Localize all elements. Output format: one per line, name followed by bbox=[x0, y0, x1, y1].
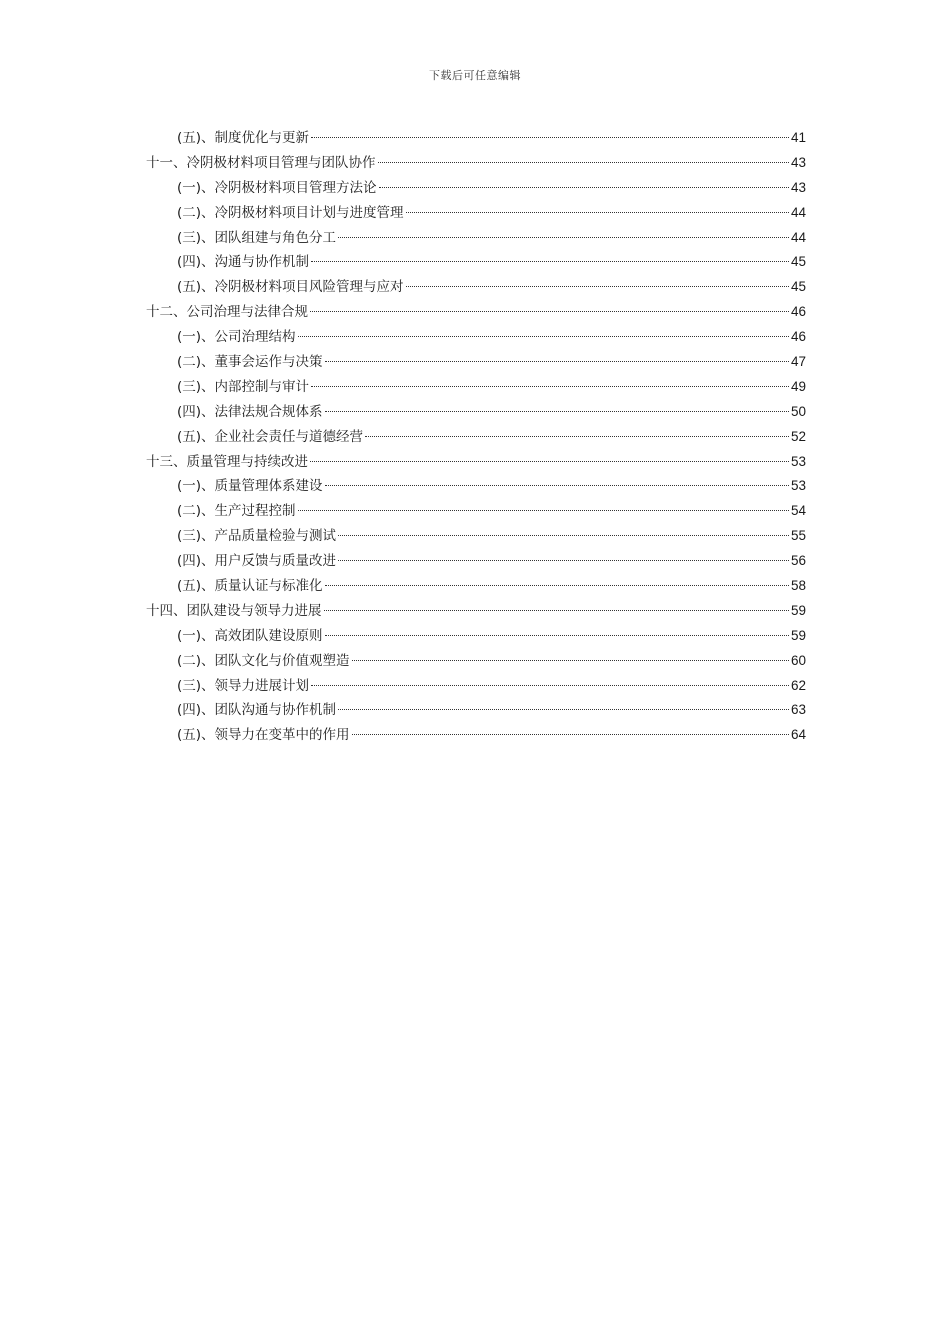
toc-section-entry[interactable] bbox=[146, 350, 806, 375]
toc-chapter-entry[interactable] bbox=[146, 450, 806, 475]
toc-section-entry[interactable] bbox=[146, 201, 806, 226]
toc-dot-leader bbox=[310, 311, 789, 312]
toc-dot-leader bbox=[324, 610, 789, 611]
toc-section-entry[interactable] bbox=[146, 250, 806, 275]
toc-dot-leader bbox=[311, 137, 789, 138]
toc-section-entry[interactable] bbox=[146, 325, 806, 350]
toc-section-entry[interactable] bbox=[146, 275, 806, 300]
toc-section-entry[interactable] bbox=[146, 425, 806, 450]
toc-entry-label: (三)、团队组建与角色分工 bbox=[177, 229, 337, 246]
toc-dot-leader bbox=[406, 286, 789, 287]
toc-chapter-entry[interactable] bbox=[146, 151, 806, 176]
toc-dot-leader bbox=[311, 386, 789, 387]
toc-dot-leader bbox=[338, 709, 789, 710]
toc-dot-leader bbox=[325, 361, 789, 362]
toc-entry-label: 十二、公司治理与法律合规 bbox=[146, 304, 308, 321]
toc-section-entry[interactable] bbox=[146, 698, 806, 723]
toc-entry-page-number: 53 bbox=[790, 478, 806, 494]
toc-entry-label: (二)、生产过程控制 bbox=[177, 503, 296, 520]
toc-entry-label: (五)、领导力在变革中的作用 bbox=[177, 727, 350, 744]
toc-entry-label: (四)、法律法规合规体系 bbox=[177, 403, 323, 420]
toc-entry-label: (五)、冷阴极材料项目风险管理与应对 bbox=[177, 279, 404, 296]
toc-section-entry[interactable] bbox=[146, 674, 806, 699]
toc-section-entry[interactable] bbox=[146, 524, 806, 549]
toc-entry-page-number: 47 bbox=[790, 354, 806, 370]
toc-entry-page-number: 44 bbox=[790, 229, 806, 245]
toc-section-entry[interactable] bbox=[146, 624, 806, 649]
toc-entry-page-number: 45 bbox=[790, 254, 806, 270]
toc-entry-label: (二)、董事会运作与决策 bbox=[177, 354, 323, 371]
toc-entry-label: (五)、企业社会责任与道德经营 bbox=[177, 428, 364, 445]
toc-entry-page-number: 45 bbox=[790, 279, 806, 295]
toc-entry-label: (四)、用户反馈与质量改进 bbox=[177, 553, 337, 570]
toc-section-entry[interactable] bbox=[146, 649, 806, 674]
toc-entry-label: 十四、团队建设与领导力进展 bbox=[146, 602, 322, 619]
toc-entry-label: 十三、质量管理与持续改进 bbox=[146, 453, 308, 470]
toc-entry-page-number: 49 bbox=[790, 378, 806, 394]
toc-dot-leader bbox=[325, 585, 789, 586]
toc-chapter-entry[interactable] bbox=[146, 599, 806, 624]
toc-entry-page-number: 41 bbox=[790, 130, 806, 145]
toc-entry-page-number: 43 bbox=[790, 179, 806, 195]
toc-section-entry[interactable] bbox=[146, 126, 806, 151]
toc-entry-page-number: 64 bbox=[790, 727, 806, 743]
toc-dot-leader bbox=[310, 461, 789, 462]
toc-entry-label: (四)、团队沟通与协作机制 bbox=[177, 702, 337, 719]
toc-entry-page-number: 59 bbox=[790, 602, 806, 618]
toc-entry-page-number: 58 bbox=[790, 578, 806, 594]
toc-entry-label: (五)、制度优化与更新 bbox=[177, 130, 310, 146]
toc-entry-label: (一)、公司治理结构 bbox=[177, 329, 296, 346]
toc-dot-leader bbox=[406, 212, 789, 213]
table-of-contents bbox=[146, 126, 806, 748]
toc-entry-page-number: 60 bbox=[790, 652, 806, 668]
toc-section-entry[interactable] bbox=[146, 375, 806, 400]
toc-entry-page-number: 46 bbox=[790, 304, 806, 320]
toc-entry-page-number: 46 bbox=[790, 329, 806, 345]
toc-section-entry[interactable] bbox=[146, 549, 806, 574]
toc-entry-label: (三)、内部控制与审计 bbox=[177, 378, 310, 395]
toc-entry-label: (一)、质量管理体系建设 bbox=[177, 478, 323, 495]
toc-dot-leader bbox=[378, 162, 789, 163]
toc-dot-leader bbox=[338, 535, 789, 536]
toc-dot-leader bbox=[298, 510, 789, 511]
toc-entry-page-number: 43 bbox=[790, 154, 806, 170]
toc-section-entry[interactable] bbox=[146, 226, 806, 251]
page-header: 下载后可任意编辑 bbox=[429, 69, 521, 82]
toc-entry-page-number: 54 bbox=[790, 503, 806, 519]
toc-entry-label: 十一、冷阴极材料项目管理与团队协作 bbox=[146, 154, 376, 171]
toc-entry-page-number: 63 bbox=[790, 702, 806, 718]
toc-entry-page-number: 50 bbox=[790, 403, 806, 419]
toc-section-entry[interactable] bbox=[146, 400, 806, 425]
toc-dot-leader bbox=[338, 237, 789, 238]
toc-entry-label: (三)、领导力进展计划 bbox=[177, 677, 310, 694]
toc-entry-page-number: 44 bbox=[790, 204, 806, 220]
toc-dot-leader bbox=[311, 685, 789, 686]
toc-dot-leader bbox=[338, 560, 789, 561]
toc-entry-label: (二)、团队文化与价值观塑造 bbox=[177, 652, 350, 669]
toc-section-entry[interactable] bbox=[146, 176, 806, 201]
toc-dot-leader bbox=[365, 436, 789, 437]
toc-entry-label: (三)、产品质量检验与测试 bbox=[177, 528, 337, 545]
toc-dot-leader bbox=[311, 261, 789, 262]
toc-entry-page-number: 52 bbox=[790, 428, 806, 444]
toc-section-entry[interactable] bbox=[146, 499, 806, 524]
toc-dot-leader bbox=[325, 411, 789, 412]
toc-section-entry[interactable] bbox=[146, 574, 806, 599]
toc-entry-page-number: 55 bbox=[790, 528, 806, 544]
toc-chapter-entry[interactable] bbox=[146, 300, 806, 325]
toc-section-entry[interactable] bbox=[146, 474, 806, 499]
toc-entry-label: (二)、冷阴极材料项目计划与进度管理 bbox=[177, 204, 404, 221]
toc-dot-leader bbox=[379, 187, 789, 188]
toc-entry-page-number: 56 bbox=[790, 553, 806, 569]
toc-dot-leader bbox=[352, 660, 789, 661]
toc-entry-page-number: 62 bbox=[790, 677, 806, 693]
toc-dot-leader bbox=[325, 635, 789, 636]
toc-dot-leader bbox=[298, 336, 789, 337]
toc-dot-leader bbox=[352, 734, 789, 735]
toc-entry-label: (四)、沟通与协作机制 bbox=[177, 254, 310, 271]
toc-entry-label: (五)、质量认证与标准化 bbox=[177, 578, 323, 595]
toc-dot-leader bbox=[325, 485, 789, 486]
toc-entry-label: (一)、冷阴极材料项目管理方法论 bbox=[177, 179, 377, 196]
toc-section-entry[interactable] bbox=[146, 723, 806, 748]
toc-entry-page-number: 53 bbox=[790, 453, 806, 469]
toc-entry-page-number: 59 bbox=[790, 627, 806, 643]
toc-entry-label: (一)、高效团队建设原则 bbox=[177, 627, 323, 644]
